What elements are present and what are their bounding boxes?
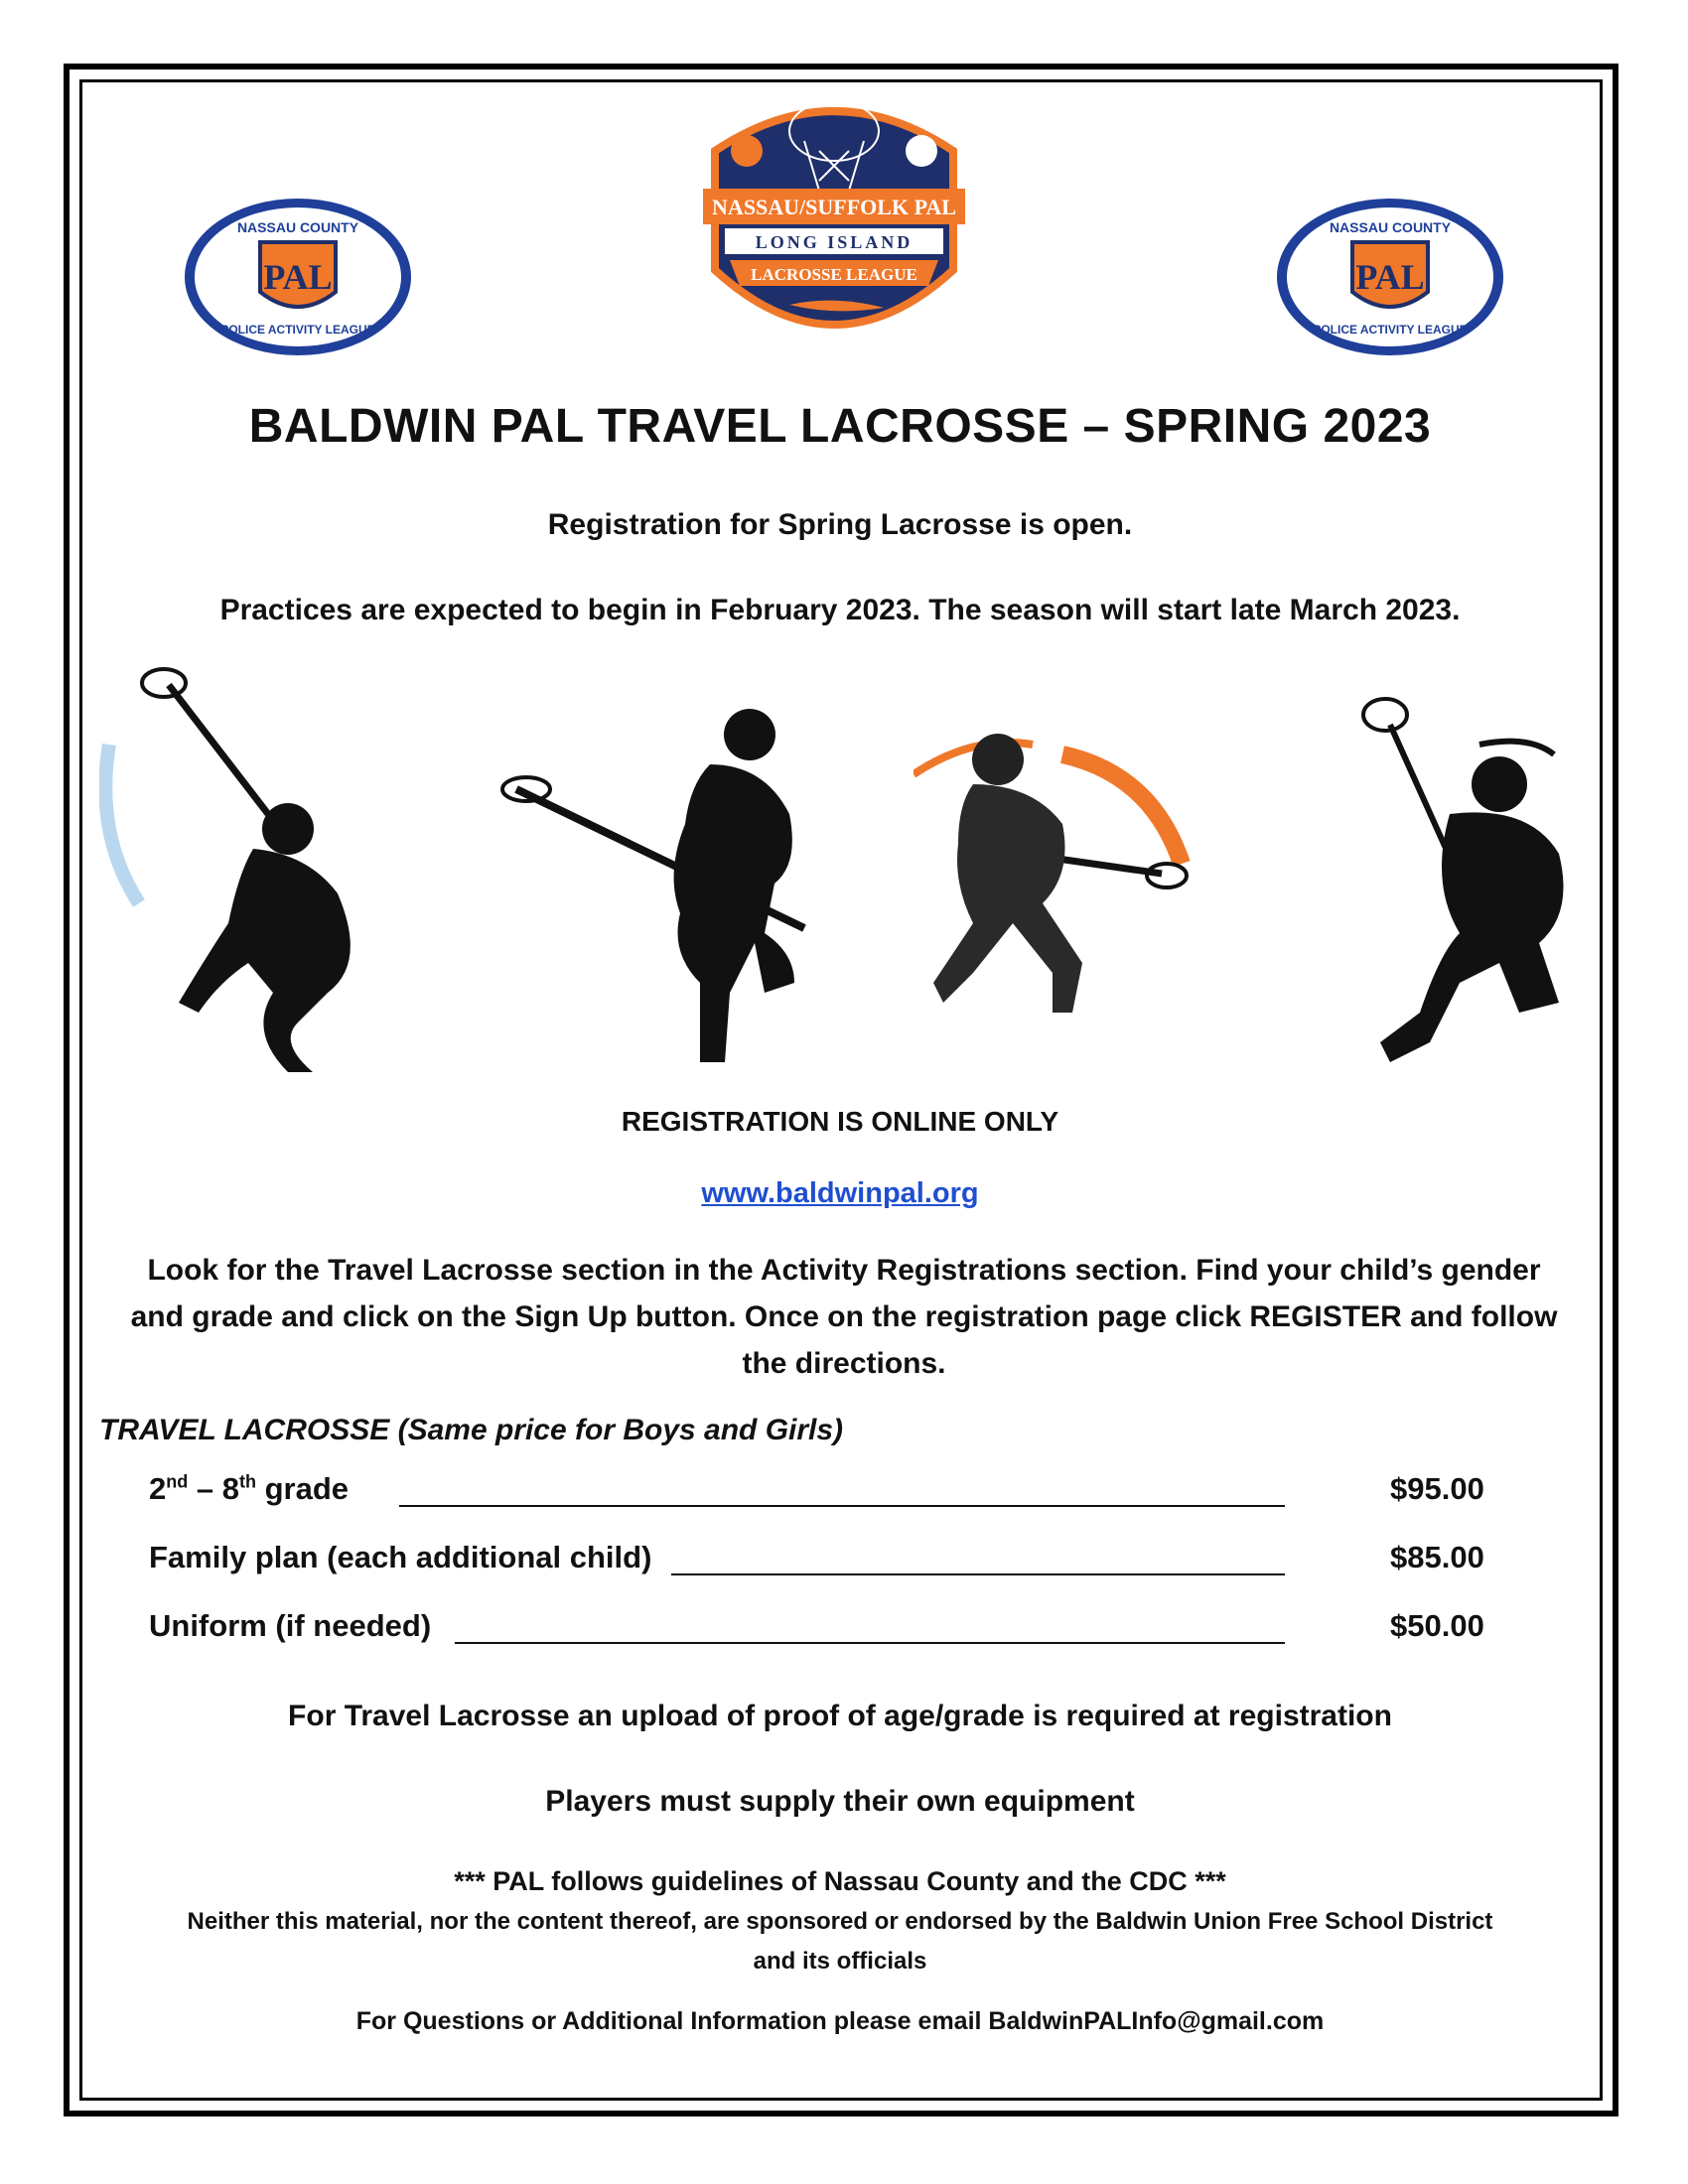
instructions-line-2: and grade and click on the Sign Up button. Once on the registration page click REGISTER and follow: [130, 1300, 1558, 1333]
fill-line: [671, 1573, 1285, 1575]
lacrosse-player-swinging-icon: [99, 665, 417, 1072]
uniform-price: $50.00: [1390, 1608, 1484, 1643]
fill-line: [455, 1642, 1285, 1644]
page-title: BALDWIN PAL TRAVEL LACROSSE – SPRING 2023: [248, 400, 1432, 453]
equipment-note: Players must supply their own equipment: [545, 1785, 1135, 1818]
price-row-family: [149, 1538, 1489, 1581]
nassau-pal-logo-left: [181, 195, 415, 359]
registration-open-text: Registration for Spring Lacrosse is open.: [547, 508, 1133, 541]
lacrosse-player-running-icon: [496, 695, 814, 1072]
contact-info: For Questions or Additional Information please email BaldwinPALInfo@gmail.com: [355, 2007, 1325, 2035]
league-logo-line1: NASSAU/SUFFOLK PAL: [712, 195, 956, 219]
disclaimer-line-1: Neither this material, nor the content thereof, are sponsored or endorsed by the Baldwin Union Free School District: [187, 1908, 1493, 1935]
season-dates-text: Practices are expected to begin in February 2023. The season will start late March 2023.: [219, 594, 1461, 626]
registration-instructions: [99, 1247, 1589, 1387]
disclaimer: [95, 1902, 1585, 1981]
instructions-line-1: Look for the Travel Lacrosse section in the Activity Registrations section. Find your child’s gender: [147, 1254, 1541, 1287]
price-row-uniform: [149, 1606, 1489, 1650]
pricing-heading: TRAVEL LACROSSE (Same price for Boys and Girls): [99, 1414, 844, 1446]
lacrosse-player-cradling-icon: [1311, 685, 1589, 1072]
instructions-line-3: the directions.: [742, 1347, 946, 1380]
proof-of-age-note: For Travel Lacrosse an upload of proof of age/grade is required at registration: [288, 1700, 1392, 1732]
grade-range-label: 2nd – 8th grade: [149, 1471, 349, 1506]
disclaimer-line-2: and its officials: [753, 1948, 927, 1975]
family-plan-label: Family plan (each additional child): [149, 1540, 652, 1574]
family-plan-price: $85.00: [1390, 1540, 1484, 1574]
lacrosse-player-shooting-icon: [914, 715, 1211, 1032]
logo-top-text: NASSAU COUNTY: [236, 219, 359, 235]
uniform-label: Uniform (if needed): [149, 1608, 432, 1643]
fill-line: [399, 1505, 1285, 1507]
logo-top-text: NASSAU COUNTY: [1329, 219, 1452, 235]
league-logo-line3: LACROSSE LEAGUE: [751, 265, 917, 284]
online-only-notice: REGISTRATION IS ONLINE ONLY: [621, 1106, 1059, 1137]
logo-monogram: PAL: [1355, 257, 1425, 297]
price-row-grades: [149, 1469, 1489, 1513]
nassau-pal-logo-right: [1273, 195, 1507, 359]
logo-bottom-text: POLICE ACTIVITY LEAGUE: [220, 323, 375, 337]
logo-bottom-text: POLICE ACTIVITY LEAGUE: [1313, 323, 1468, 337]
league-logo-line2: LONG ISLAND: [755, 232, 914, 252]
logo-monogram: PAL: [263, 257, 333, 297]
guidelines-note: *** PAL follows guidelines of Nassau County and the CDC ***: [454, 1866, 1226, 1896]
grade-price: $95.00: [1390, 1471, 1484, 1506]
website-link[interactable]: www.baldwinpal.org: [701, 1177, 979, 1209]
nassau-suffolk-lacrosse-league-logo: [695, 81, 973, 369]
